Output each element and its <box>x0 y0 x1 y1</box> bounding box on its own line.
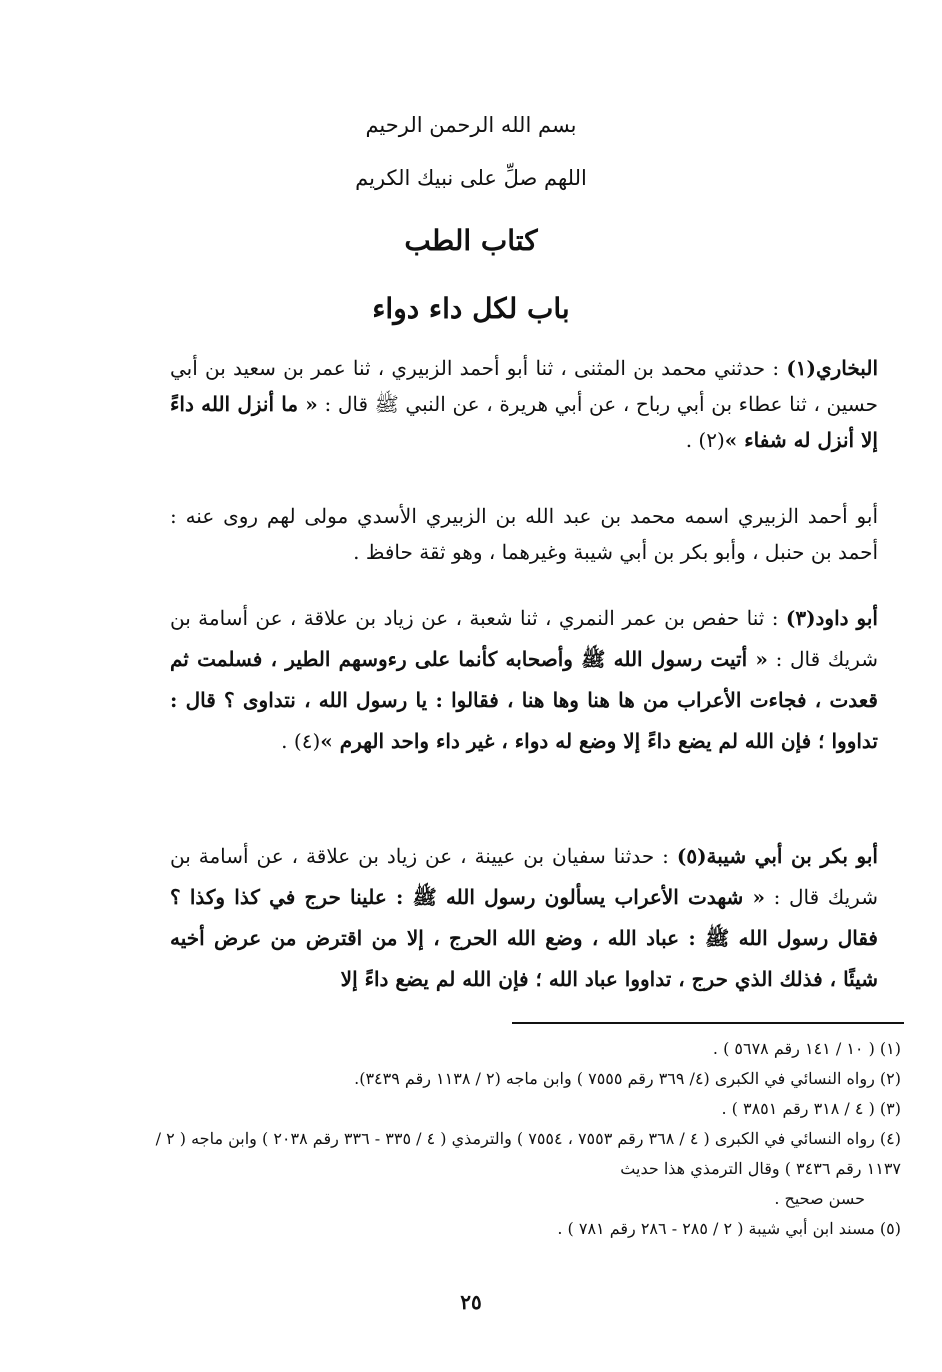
paragraph-abu-dawud <box>170 598 878 762</box>
source-name: البخاري(١) <box>786 356 878 380</box>
hadith-text: « شهدت الأعراب يسألون رسول الله ﷺ : علينا حرج في كذا وكذا ؟ فقال رسول الله ﷺ : عباد الله ، وضع الله الحرج ، إلا من اقترض من عرض أخيه شيئًا ، فذلك الذي حرج ، تداووا عباد الله ؛ فإن الله لم يضع داءً إلا <box>170 885 878 991</box>
salawat-line: اللهم صلِّ على نبيك الكريم <box>355 166 587 190</box>
footnote-4-continuation: حسن صحيح . <box>774 1189 865 1208</box>
footnote-5: (٥) مسند ابن أبي شيبة ( ٢ / ٢٨٥ - ٢٨٦ رقم ٧٨١ ) . <box>557 1219 901 1238</box>
footnote-separator <box>512 1022 904 1024</box>
footnote-3: (٣) ( ٤ / ٣١٨ رقم ٣٨٥١ ) . <box>721 1099 901 1118</box>
basmala: بسم الله الرحمن الرحيم <box>365 113 577 137</box>
source-name: أبو داود(٣) <box>785 606 878 630</box>
paragraph-ibn-abi-shayba <box>170 836 878 1000</box>
paragraph-bukhari <box>170 350 878 458</box>
chapter-title: باب لكل داء دواء <box>372 292 570 325</box>
narrator-note-text: أبو أحمد الزبيري اسمه محمد بن عبد الله بن الزبيري الأسدي مولى لهم روى عنه : أحمد بن حنبل ، وأبو بكر بن أبي شيبة وغيرهما ، وهو ثقة حافظ . <box>170 504 879 564</box>
isnad-text: : حدثني محمد بن المثنى ، ثنا أبو أحمد الزبيري ، ثنا عمر بن سعيد بن أبي حسين ، ثنا عطاء بن أبي رباح ، عن أبي هريرة ، عن النبي ﷺ قال : <box>170 356 878 416</box>
book-title: كتاب الطب <box>404 224 538 257</box>
paragraph-narrator-note <box>170 498 878 570</box>
hadith-text: « أتيت رسول الله ﷺ وأصحابه كأنما على رءوسهم الطير ، فسلمت ثم قعدت ، فجاءت الأعراب من ها هنا وها هنا ، فقالوا : يا رسول الله ، نتداوى ؟ قال : تداووا ؛ فإن الله لم يضع داءً إلا وضع له دواء ، غير داء واحد الهرم » <box>170 647 878 753</box>
footnote-ref: (٤) . <box>281 729 321 753</box>
isnad-text: : ثنا حفص بن عمر النمري ، ثنا شعبة ، عن زياد بن علاقة ، عن أسامة بن شريك قال : <box>170 606 878 671</box>
footnote-ref: (٢) . <box>685 428 725 452</box>
footnotes <box>155 1034 901 1244</box>
footnote-2: (٢) رواه النسائي في الكبرى (٤/ ٣٦٩ رقم ٧٥٥٥ ) وابن ماجه (٢ / ١١٣٨ رقم ٣٤٣٩). <box>354 1069 901 1088</box>
source-name: أبو بكر بن أبي شيبة(٥) <box>676 844 878 868</box>
page-number: ٢٥ <box>460 1290 482 1314</box>
isnad-text: : حدثنا سفيان بن عيينة ، عن زياد بن علاقة ، عن أسامة بن شريك قال : <box>170 844 878 909</box>
footnote-1: (١) ( ١٠ / ١٤١ رقم ٥٦٧٨ ) . <box>712 1039 901 1058</box>
footnote-4: (٤) رواه النسائي في الكبرى ( ٤ / ٣٦٨ رقم ٧٥٥٣ ، ٧٥٥٤ ) والترمذي ( ٤ / ٣٣٥ - ٣٣٦ رقم ٢٠٣٨ ) وابن ماجه ( ٢ / ١١٣٧ رقم ٣٤٣٦ ) وقال الترمذي هذا حديث <box>155 1129 901 1178</box>
hadith-text: « ما أنزل الله داءً إلا أنزل له شفاء » <box>170 392 878 452</box>
